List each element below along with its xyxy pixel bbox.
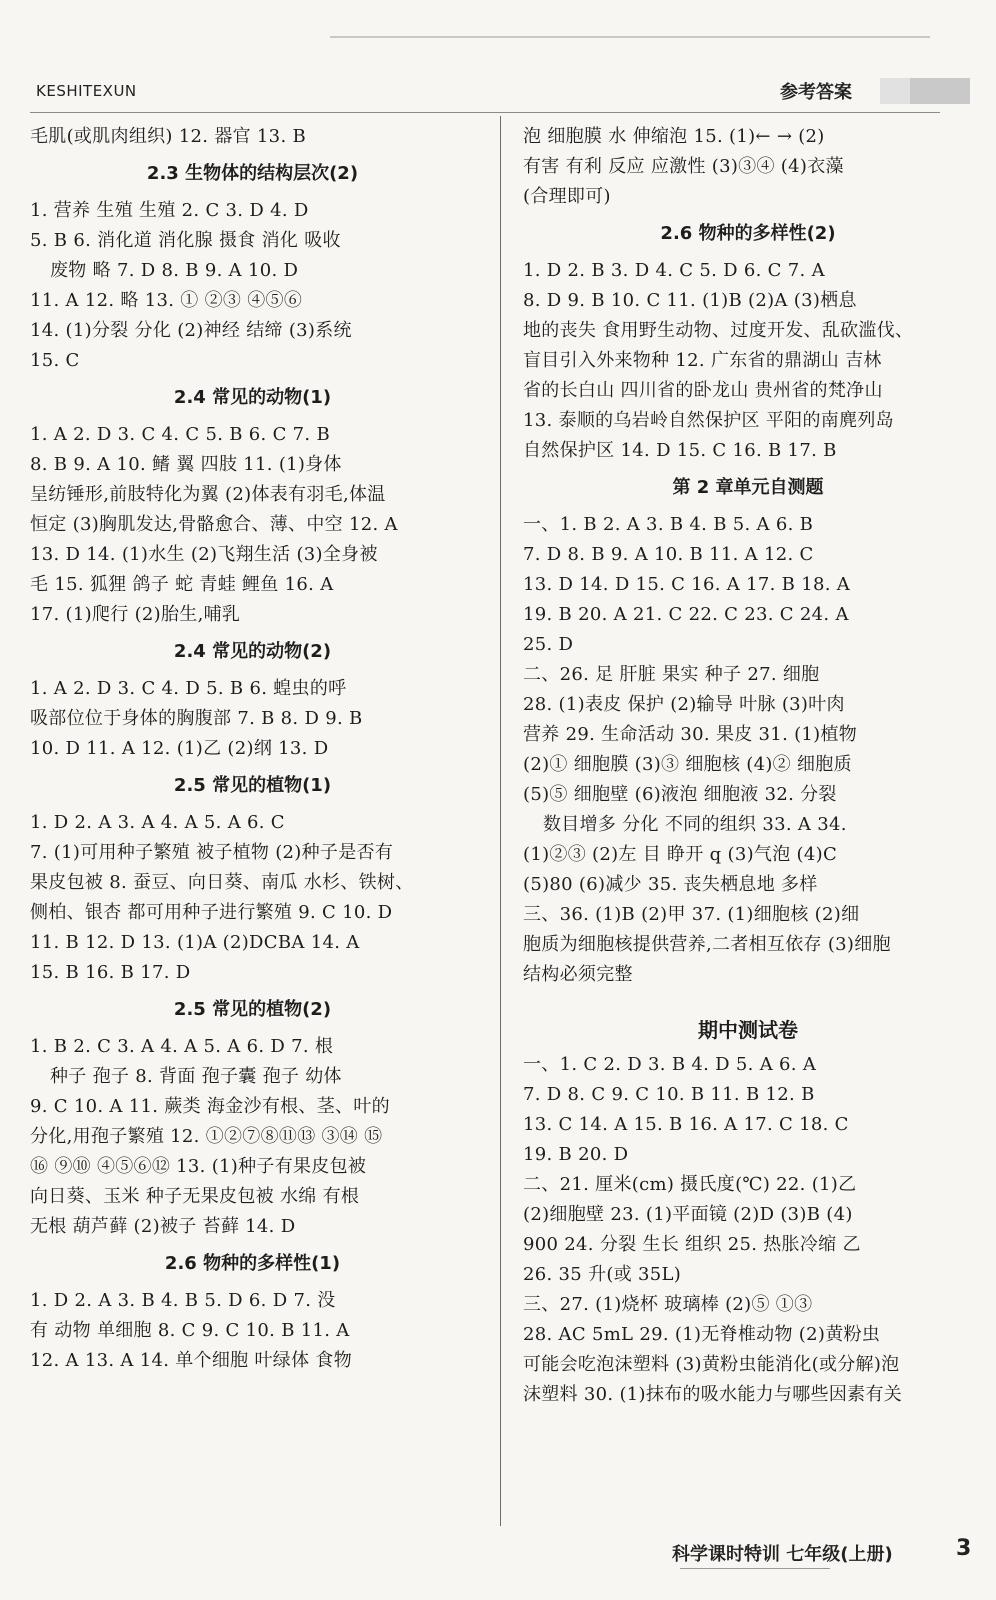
answer-line: 1. D 2. A 3. A 4. A 5. A 6. C xyxy=(30,812,285,833)
answer-line: 9. C 10. A 11. 蕨类 海金沙有根、茎、叶的 xyxy=(30,1096,390,1117)
header-rule xyxy=(30,112,940,113)
answer-line: 1. A 2. D 3. C 4. D 5. B 6. 蝗虫的呼 xyxy=(30,678,347,699)
answer-line: 25. D xyxy=(523,634,574,655)
top-rule xyxy=(330,36,930,38)
answer-line: 8. D 9. B 10. C 11. (1)B (2)A (3)栖息 xyxy=(523,290,857,311)
answer-line: 可能会吃泡沫塑料 (3)黄粉虫能消化(或分解)泡 xyxy=(523,1354,900,1375)
answer-line: 12. A 13. A 14. 单个细胞 叶绿体 食物 xyxy=(30,1350,353,1371)
answer-line: 1. A 2. D 3. C 4. C 5. B 6. C 7. B xyxy=(30,424,331,445)
answer-line: (合理即可) xyxy=(523,186,611,207)
answer-line: 有害 有利 反应 应激性 (3)③④ (4)衣藻 xyxy=(523,156,844,177)
section-label: 参考答案 xyxy=(780,82,852,103)
section-heading: 2.3 生物体的结构层次(2) xyxy=(146,163,359,184)
answer-line: 1. B 2. C 3. A 4. A 5. A 6. D 7. 根 xyxy=(30,1036,334,1057)
answer-line: (5)80 (6)减少 35. 丧失栖息地 多样 xyxy=(523,874,818,895)
answer-line: 15. C xyxy=(30,350,80,371)
answer-line: 一、1. B 2. A 3. B 4. B 5. A 6. B xyxy=(523,514,814,535)
answer-line: ⑯ ⑨⑩ ④⑤⑥⑫ 13. (1)种子有果皮包被 xyxy=(30,1156,367,1177)
exam-heading: 期中测试卷 xyxy=(698,1018,798,1042)
answer-line: 19. B 20. A 21. C 22. C 23. C 24. A xyxy=(523,604,849,625)
answer-line: 有 动物 单细胞 8. C 9. C 10. B 11. A xyxy=(30,1320,350,1341)
answer-line: 7. (1)可用种子繁殖 被子植物 (2)种子是否有 xyxy=(30,842,394,863)
answer-line: 地的丧失 食用野生动物、过度开发、乱砍滥伐、 xyxy=(523,320,914,341)
book-title: 科学课时特训 七年级(上册) xyxy=(672,1544,893,1565)
header-decoration xyxy=(880,78,910,104)
answer-line: 5. B 6. 消化道 消化腺 摄食 消化 吸收 xyxy=(30,230,341,251)
answer-line: (1)②③ (2)左 目 睁开 q (3)气泡 (4)C xyxy=(523,844,838,865)
answer-line: 结构必须完整 xyxy=(523,964,633,985)
answer-line: 二、21. 厘米(cm) 摄氏度(℃) 22. (1)乙 xyxy=(523,1174,857,1195)
answer-line: 三、27. (1)烧杯 玻璃棒 (2)⑤ ①③ xyxy=(523,1294,813,1315)
answer-line: 三、36. (1)B (2)甲 37. (1)细胞核 (2)细 xyxy=(523,904,860,925)
answer-line: 13. D 14. (1)水生 (2)飞翔生活 (3)全身被 xyxy=(30,544,378,565)
answer-line: 呈纺锤形,前肢特化为翼 (2)体表有羽毛,体温 xyxy=(30,484,386,505)
header-decoration xyxy=(910,78,970,104)
answer-line: 一、1. C 2. D 3. B 4. D 5. A 6. A xyxy=(523,1054,817,1075)
answer-line: 沫塑料 30. (1)抹布的吸水能力与哪些因素有关 xyxy=(523,1384,903,1405)
answer-line: 28. AC 5mL 29. (1)无脊椎动物 (2)黄粉虫 xyxy=(523,1324,881,1345)
answer-line: 向日葵、玉米 种子无果皮包被 水绵 有根 xyxy=(30,1186,360,1207)
answer-line: 无根 葫芦藓 (2)被子 苔藓 14. D xyxy=(30,1216,296,1237)
answer-line: 自然保护区 14. D 15. C 16. B 17. B xyxy=(523,440,837,461)
answer-line: 胞质为细胞核提供营养,二者相互依存 (3)细胞 xyxy=(523,934,891,955)
page-footer xyxy=(650,1538,990,1578)
answer-line: 14. (1)分裂 分化 (2)神经 结缔 (3)系统 xyxy=(30,320,352,341)
answer-line: 10. D 11. A 12. (1)乙 (2)纲 13. D xyxy=(30,738,329,759)
answer-line: 省的长白山 四川省的卧龙山 贵州省的梵净山 xyxy=(523,380,883,401)
section-heading: 第 2 章单元自测题 xyxy=(672,477,824,498)
answer-line: 毛 15. 狐狸 鸽子 蛇 青蛙 鲤鱼 16. A xyxy=(30,574,334,595)
right-column xyxy=(523,122,973,1410)
section-heading: 2.6 物种的多样性(1) xyxy=(164,1253,341,1274)
answer-line: 恒定 (3)胸肌发达,骨骼愈合、薄、中空 12. A xyxy=(30,514,398,535)
answer-line: 13. D 14. D 15. C 16. A 17. B 18. A xyxy=(523,574,851,595)
answer-line: 废物 略 7. D 8. B 9. A 10. D xyxy=(50,260,299,281)
answer-line: 900 24. 分裂 生长 组织 25. 热胀冷缩 乙 xyxy=(523,1234,861,1255)
answer-line: 数目增多 分化 不同的组织 33. A 34. xyxy=(543,814,847,835)
answer-line: 1. D 2. B 3. D 4. C 5. D 6. C 7. A xyxy=(523,260,825,281)
answer-line: 盲目引入外来物种 12. 广东省的鼎湖山 吉林 xyxy=(523,350,882,371)
answer-line: 7. D 8. B 9. A 10. B 11. A 12. C xyxy=(523,544,814,565)
answer-line: 13. 泰顺的乌岩岭自然保护区 平阳的南麂列岛 xyxy=(523,410,894,431)
answer-line: 二、26. 足 肝脏 果实 种子 27. 细胞 xyxy=(523,664,820,685)
answer-line: 8. B 9. A 10. 鳍 翼 四肢 11. (1)身体 xyxy=(30,454,342,475)
answer-line: 11. A 12. 略 13. ① ②③ ④⑤⑥ xyxy=(30,290,303,311)
answer-line: (5)⑤ 细胞壁 (6)液泡 细胞液 32. 分裂 xyxy=(523,784,837,805)
answer-line: 侧柏、银杏 都可用种子进行繁殖 9. C 10. D xyxy=(30,902,393,923)
answer-line: (2)细胞壁 23. (1)平面镜 (2)D (3)B (4) xyxy=(523,1204,853,1225)
brand-name: KESHITEXUN xyxy=(36,82,137,100)
answer-line: 吸部位位于身体的胸腹部 7. B 8. D 9. B xyxy=(30,708,363,729)
answer-line: 毛肌(或肌肉组织) 12. 器官 13. B xyxy=(30,126,307,147)
column-divider xyxy=(500,116,501,1526)
answer-line: 15. B 16. B 17. D xyxy=(30,962,191,983)
answer-line: 17. (1)爬行 (2)胎生,哺乳 xyxy=(30,604,241,625)
footer-rule xyxy=(680,1568,830,1569)
page-number: 3 xyxy=(956,1536,972,1561)
answer-line: 26. 35 升(或 35L) xyxy=(523,1264,682,1285)
answer-line: 1. D 2. A 3. B 4. B 5. D 6. D 7. 没 xyxy=(30,1290,336,1311)
left-column xyxy=(30,122,475,1376)
section-heading: 2.5 常见的植物(1) xyxy=(173,775,332,796)
answer-line: 28. (1)表皮 保护 (2)输导 叶脉 (3)叶肉 xyxy=(523,694,845,715)
answer-line: 营养 29. 生命活动 30. 果皮 31. (1)植物 xyxy=(523,724,858,745)
answer-line: 分化,用孢子繁殖 12. ①②⑦⑧⑪⑬ ③⑭ ⑮ xyxy=(30,1126,383,1147)
answer-line: 泡 细胞膜 水 伸缩泡 15. (1)← → (2) xyxy=(523,126,825,147)
section-heading: 2.6 物种的多样性(2) xyxy=(660,223,836,244)
answer-line: 种子 孢子 8. 背面 孢子囊 孢子 幼体 xyxy=(50,1066,342,1087)
answer-line: 19. B 20. D xyxy=(523,1144,629,1165)
answer-line: 1. 营养 生殖 生殖 2. C 3. D 4. D xyxy=(30,200,309,221)
answer-line: 13. C 14. A 15. B 16. A 17. C 18. C xyxy=(523,1114,849,1135)
section-heading: 2.5 常见的植物(2) xyxy=(173,999,332,1020)
page-header xyxy=(0,78,996,112)
answer-line: (2)① 细胞膜 (3)③ 细胞核 (4)② 细胞质 xyxy=(523,754,852,775)
section-heading: 2.4 常见的动物(1) xyxy=(173,387,332,408)
answer-line: 7. D 8. C 9. C 10. B 11. B 12. B xyxy=(523,1084,815,1105)
section-heading: 2.4 常见的动物(2) xyxy=(173,641,332,662)
answer-line: 果皮包被 8. 蚕豆、向日葵、南瓜 水杉、铁树、 xyxy=(30,872,414,893)
answer-line: 11. B 12. D 13. (1)A (2)DCBA 14. A xyxy=(30,932,360,953)
